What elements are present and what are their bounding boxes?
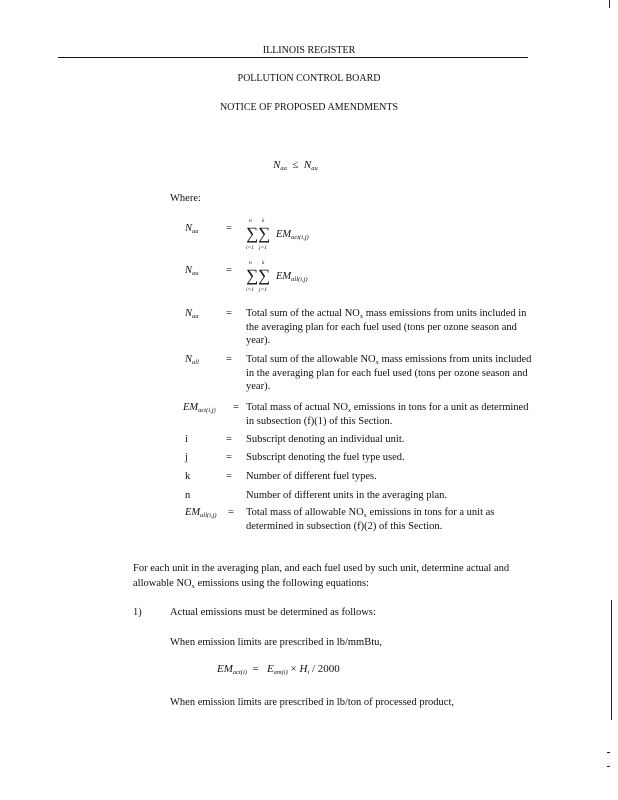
def-em-all-rel: = xyxy=(228,507,234,518)
notice-title: NOTICE OF PROPOSED AMENDMENTS xyxy=(219,102,399,113)
actual-emissions-equation: $EM_{act(i)}$ = $E_{am(i)} \times H_i / 2000$ xyxy=(217,663,340,676)
ton-text: When emission limits are prescribed in lb/ton of processed product, xyxy=(170,697,455,708)
def-em-all-text: Total mass of allowable $NO_x$ emissions in tons for a unit as determined in subsection (f)(2) of this Section. xyxy=(246,507,495,532)
def-nall-symbol: $N_{all}$ xyxy=(185,354,199,366)
def-nall-rel: = xyxy=(226,354,232,365)
def-em-all-symbol: $EM_{all(i,j)}$ xyxy=(185,507,217,519)
where-label: Where: xyxy=(170,193,201,204)
board-name: POLLUTION CONTROL BOARD xyxy=(237,73,381,84)
def-naa-rel: = xyxy=(226,308,232,319)
def-i-symbol: i xyxy=(185,434,188,445)
def-n-text: Number of different units in the averaging plan. xyxy=(246,490,447,501)
scan-edge-mark-bottom xyxy=(607,766,610,767)
sum-actual-formula: n k ∑ ∑ i=1 j=1 $EM_{act(i,j)}$ xyxy=(246,218,309,251)
def-n-symbol: n xyxy=(185,490,191,501)
register-title: ILLINOIS REGISTER xyxy=(262,45,356,56)
intro-paragraph: For each unit in the averaging plan, and each fuel used by such unit, determine actual and allowable $NO_x$ emissions using the following equations: xyxy=(133,563,510,590)
def-naa-text: Total sum of the actual $NO_x$ mass emissions from units included in the averaging plan for each fuel used (tons per ozone season and year). xyxy=(246,308,527,346)
def-em-act-symbol: $EM_{act(i,j)}$ xyxy=(183,402,216,414)
def-em-act-text: Total mass of actual $NO_x$ emissions in tons for a unit as determined in subsection (f)(1) of this Section. xyxy=(246,402,529,427)
def-i-text: Subscript denoting an individual unit. xyxy=(246,434,405,445)
sum-naa-equals: = xyxy=(226,223,232,234)
scan-edge-line xyxy=(611,600,612,720)
sum-nau-equals: = xyxy=(226,265,232,276)
def-k-symbol: k xyxy=(185,471,191,482)
sum-nau-symbol: $N_{au}$ xyxy=(185,265,199,277)
def-i-rel: = xyxy=(226,434,232,445)
sum-allowable-formula: n k ∑ ∑ i=1 j=1 $EM_{all(i,j)}$ xyxy=(246,260,308,293)
def-naa-symbol: $N_{aa}$ xyxy=(185,308,199,320)
sum-naa-symbol: $N_{aa}$ xyxy=(185,223,199,235)
item-text: Actual emissions must be determined as follows: xyxy=(170,607,376,618)
item-number: 1) xyxy=(133,607,142,618)
def-k-rel: = xyxy=(226,471,232,482)
def-em-act-rel: = xyxy=(233,402,239,413)
def-j-rel: = xyxy=(226,452,232,463)
def-j-symbol: j xyxy=(185,452,188,463)
main-inequality: $N_{aa} \le N_{au}$ xyxy=(273,159,318,172)
header-rule xyxy=(58,57,528,58)
def-nall-text: Total sum of the allowable $NO_x$ mass emissions from units included in the averaging plan for each fuel used (tons per ozone season and year). xyxy=(246,354,532,392)
mmbtu-text: When emission limits are prescribed in lb/mmBtu, xyxy=(170,637,383,648)
scan-edge-mark-lower xyxy=(607,752,610,753)
def-j-text: Subscript denoting the fuel type used. xyxy=(246,452,405,463)
scan-edge-mark-top xyxy=(609,0,610,8)
def-k-text: Number of different fuel types. xyxy=(246,471,377,482)
